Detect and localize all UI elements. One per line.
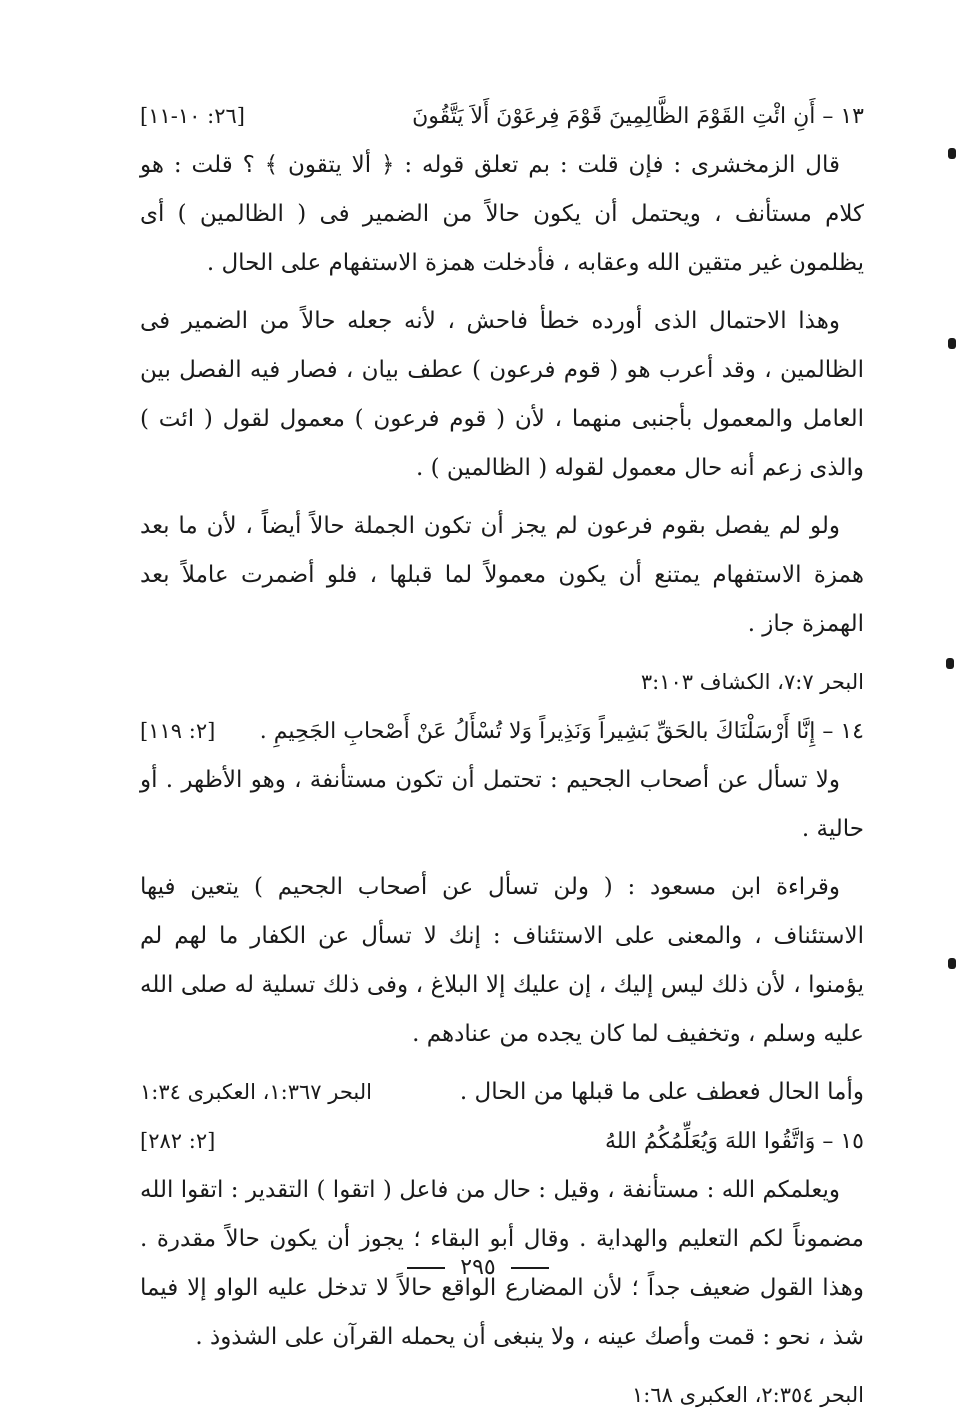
source-citation: البحر ٧:٧، الكشاف ٣:١٠٣: [640, 670, 864, 694]
paragraph-with-source: [140, 1068, 864, 1117]
paragraph: ولو لم يفصل بقوم فرعون لم يجز أن تكون الجملة حالاً أيضاً ، لأن ما بعد همزة الاستفهام يمتنع أن يكون معمولاً لما قبلها ، فلو أضمرت عاملاً بعد الهمزة جاز .: [140, 513, 864, 637]
source-citation: البحر ٢:٣٥٤، العكبرى ١:٦٨: [632, 1383, 864, 1407]
paragraph: وهذا الاحتمال الذى أورده خطأ فاحش ، لأنه جعله حالاً من الضمير فى الظالمين ، وقد أعرب هو ( قوم فرعون ) عطف بيان ، فصار فيه الفصل بين العامل والمعمول بأجنبى منهما ، لأن ( قوم فرعون ) معمول لقول ( ائت ) والذى زعم أنه حال معمول لقوله ( الظالمين ) .: [140, 308, 864, 481]
source-citation: البحر ١:٣٦٧، العكبرى ١:٣٤: [140, 1080, 372, 1104]
verse-15: [140, 1117, 864, 1166]
divider: [511, 1267, 549, 1269]
verse-text: ١٣ – أَنِ ائْتِ القَوْمَ الظَّالِمِينَ قَوْمَ فِرعَوْنَ أَلاَ يَتَّقُونَ: [412, 104, 864, 129]
verse-text: ١٥ – وَاتَّقُوا اللهَ وَيُعَلِّمُكُمُ اللهُ: [604, 1129, 864, 1154]
paragraph: قال الزمخشرى : فإن قلت : بم تعلق قوله : ﴿ ألا يتقون ﴾ ؟ قلت : هو كلام مستأنف ، ويحتمل أن يكون حالاً من الضمير فى ( الظالمين ) أى يظلمون غير متقين الله وعقابه ، فأدخلت همزة الاستفهام على الحال .: [140, 152, 864, 276]
scan-mark: [946, 658, 954, 669]
paragraph: وقراءة ابن مسعود : ( ولن تسأل عن أصحاب الجحيم ) يتعين فيها الاستئناف ، والمعنى على الاستئناف : إنك لا تسأل عن الكفار ما لهم لم يؤمنوا ، لأن ذلك ليس إليك ، إن عليك إلا البلاغ ، وفى ذلك تسلية له صلى الله عليه وسلم ، وتخفيف لما كان يجده من عنادهم .: [140, 874, 864, 1047]
verse-reference: [٢: ١١٩]: [140, 719, 216, 743]
page-footer: [0, 1255, 956, 1280]
divider: [407, 1267, 445, 1269]
paragraph: ويعلمكم الله : مستأنفة ، وقيل : حال من فاعل ( اتقوا ) التقدير : اتقوا الله مضموناً لكم التعليم والهداية . وقال أبو البقاء ؛ يجوز أن يكون حالاً مقدرة . وهذا القول ضعيف جداً ؛ لأن المضارع الواقع حالاً لا تدخل عليه الواو إلا فيما شذ ، نحو : قمت وأصك عينه ، ولا ينبغى أن يحمله القرآن على الشذوذ .: [140, 1177, 864, 1350]
paragraph: ولا تسأل عن أصحاب الجحيم : تحتمل أن تكون مستأنفة ، وهو الأظهر . أو حالية .: [140, 767, 864, 842]
verse-text: ١٤ – إِنَّا أَرْسَلْنَاكَ بالحَقِّ بَشِيراً وَنَذِيراً وَلا تُسْأَلُ عَنْ أَصْحابِ الجَحِيمِ .: [259, 719, 864, 744]
paragraph: وأما الحال فعطف على ما قبلها من الحال .: [459, 1079, 864, 1105]
verse-reference: [٢: ٢٨٢]: [140, 1129, 216, 1153]
scan-mark: [948, 958, 956, 969]
page-body: [140, 92, 864, 1420]
scan-mark: [948, 338, 956, 349]
scan-mark: [948, 148, 956, 159]
verse-14: [140, 707, 864, 756]
verse-reference: [٢٦: ١٠-١١]: [140, 104, 245, 128]
verse-13: [140, 92, 864, 141]
page-number: ٢٩٥: [460, 1255, 496, 1280]
